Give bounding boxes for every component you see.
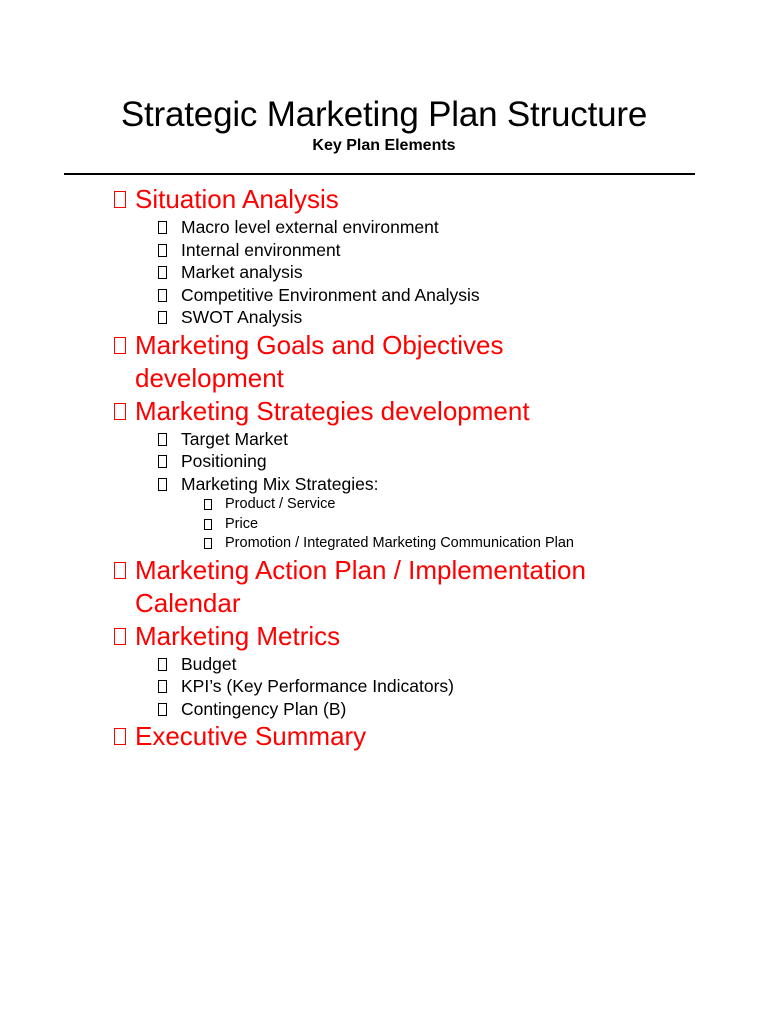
list-item-label: Target Market	[181, 428, 288, 449]
sub-items	[158, 495, 754, 554]
plan-outline	[114, 183, 754, 753]
section-items	[114, 428, 754, 554]
section-heading-label: Marketing Goals and Objectives development	[135, 329, 504, 393]
list-item	[158, 675, 754, 698]
list-item	[158, 306, 754, 329]
list-item-label: Marketing Mix Strategies:	[181, 473, 379, 494]
checkbox-bullet-icon	[204, 499, 212, 510]
checkbox-bullet-icon	[114, 562, 126, 579]
list-item	[158, 450, 754, 473]
list-item-label: Macro level external environment	[181, 217, 439, 237]
sub-list-item	[204, 534, 754, 554]
section-action-plan	[114, 554, 754, 620]
section-metrics	[114, 620, 754, 721]
list-item-label: Budget	[181, 653, 237, 674]
section-heading	[114, 329, 754, 395]
checkbox-bullet-icon	[158, 221, 167, 234]
section-heading	[114, 395, 754, 428]
sub-list-item	[204, 515, 754, 535]
checkbox-bullet-icon	[114, 191, 126, 208]
section-heading-label: Marketing Action Plan / Implementation Calendar	[135, 554, 586, 618]
section-heading-label: Executive Summary	[135, 721, 367, 751]
checkbox-bullet-icon	[158, 680, 167, 693]
section-situation-analysis	[114, 183, 754, 329]
section-items	[114, 653, 754, 721]
list-item-label: Competitive Environment and Analysis	[181, 284, 480, 305]
list-item	[158, 698, 754, 721]
section-heading-label: Situation Analysis	[135, 184, 339, 214]
list-item-label: Contingency Plan (B)	[181, 698, 347, 719]
list-item	[158, 239, 754, 262]
list-item-label: SWOT Analysis	[181, 307, 303, 327]
list-item-label: Positioning	[181, 451, 267, 471]
section-executive-summary	[114, 720, 754, 753]
sub-list-item-label: Promotion / Integrated Marketing Communication Plan	[225, 535, 574, 551]
section-strategies	[114, 395, 754, 554]
list-item	[158, 428, 754, 451]
list-item	[158, 473, 754, 496]
sub-list-item-label: Price	[225, 515, 259, 532]
section-heading	[114, 183, 754, 216]
list-item-label: KPI’s (Key Performance Indicators)	[181, 676, 454, 696]
checkbox-bullet-icon	[204, 538, 212, 549]
checkbox-bullet-icon	[158, 703, 167, 716]
list-item-label: Market analysis	[181, 262, 303, 282]
section-heading	[114, 720, 754, 753]
checkbox-bullet-icon	[158, 244, 167, 257]
list-item	[158, 216, 754, 239]
checkbox-bullet-icon	[114, 337, 126, 354]
list-item	[158, 261, 754, 284]
checkbox-bullet-icon	[114, 728, 126, 745]
page-title: Strategic Marketing Plan Structure	[120, 95, 648, 134]
checkbox-bullet-icon	[158, 289, 167, 302]
section-items	[114, 216, 754, 329]
sub-list-item-label: Product / Service	[225, 496, 336, 512]
checkbox-bullet-icon	[204, 519, 212, 530]
section-goals-objectives	[114, 329, 754, 395]
list-item-group	[158, 473, 754, 554]
page-subtitle: Key Plan Elements	[312, 137, 456, 154]
checkbox-bullet-icon	[158, 478, 167, 491]
checkbox-bullet-icon	[158, 266, 167, 279]
list-item	[158, 284, 754, 307]
section-heading	[114, 554, 754, 620]
title-divider	[64, 173, 695, 175]
checkbox-bullet-icon	[158, 455, 167, 468]
section-heading-label: Marketing Metrics	[135, 620, 341, 651]
checkbox-bullet-icon	[114, 628, 126, 645]
checkbox-bullet-icon	[158, 658, 167, 671]
checkbox-bullet-icon	[158, 311, 167, 324]
section-heading	[114, 620, 754, 653]
checkbox-bullet-icon	[114, 403, 126, 420]
list-item-label: Internal environment	[181, 239, 341, 260]
sub-list-item	[204, 495, 754, 515]
checkbox-bullet-icon	[158, 433, 167, 446]
section-heading-label: Marketing Strategies development	[135, 395, 530, 426]
list-item	[158, 653, 754, 676]
